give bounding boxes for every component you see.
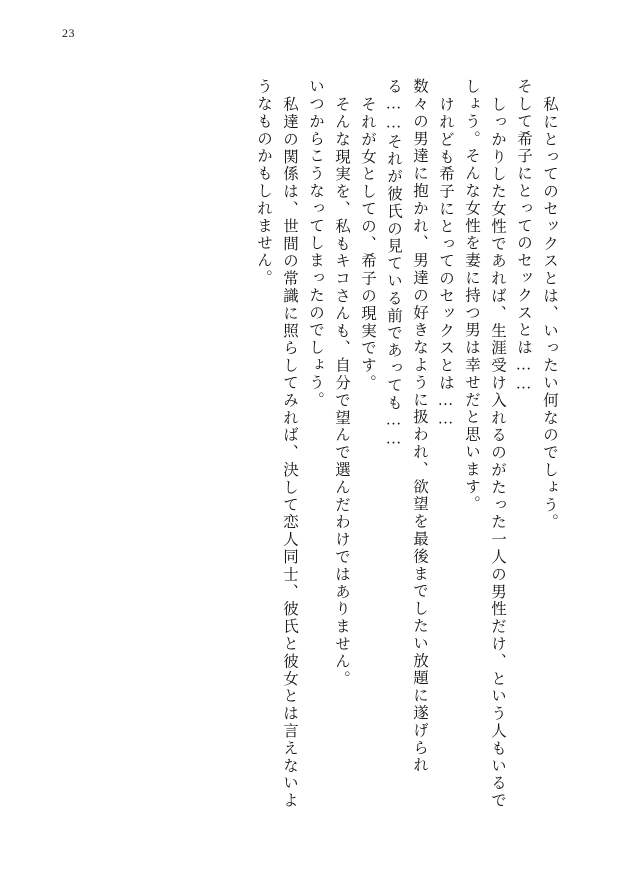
page-number: 23 [62, 26, 75, 40]
text-line: そして希子にとってのセックスとは…… [515, 78, 532, 395]
text-line: うなものかもしれません。 [255, 78, 272, 287]
text-line: 数々の男達に抱かれ、男達の好きなように扱われ、欲望を最後までしたい放題に遂げられ [411, 78, 428, 774]
text-line: しょう。そんな女性を妻に持つ男は幸せだと思います。 [463, 78, 480, 513]
vertical-text-body [62, 78, 557, 818]
text-line: けれども希子にとってのセックスとは…… [437, 96, 454, 430]
text-line: いつからこうなってしまったのでしょう。 [307, 78, 324, 409]
text-line: 私にとってのセックスとは、いったい何なのでしょう。 [541, 96, 558, 531]
text-line: 私達の関係は、世間の常識に照らしてみれば、決して恋人同士、彼氏と彼女とは言えないよ [281, 96, 298, 810]
text-line: る……それが彼氏の見ている前であっても…… [385, 78, 402, 450]
text-line: しっかりした女性であれば、生涯受け入れるのがたった一人の男性だけ、という人もいるで [489, 96, 506, 810]
text-line: そんな現実を、私もキコさんも、自分で望んで選んだわけではありません。 [333, 96, 350, 688]
text-line: それが女としての、希子の現実です。 [359, 96, 376, 392]
